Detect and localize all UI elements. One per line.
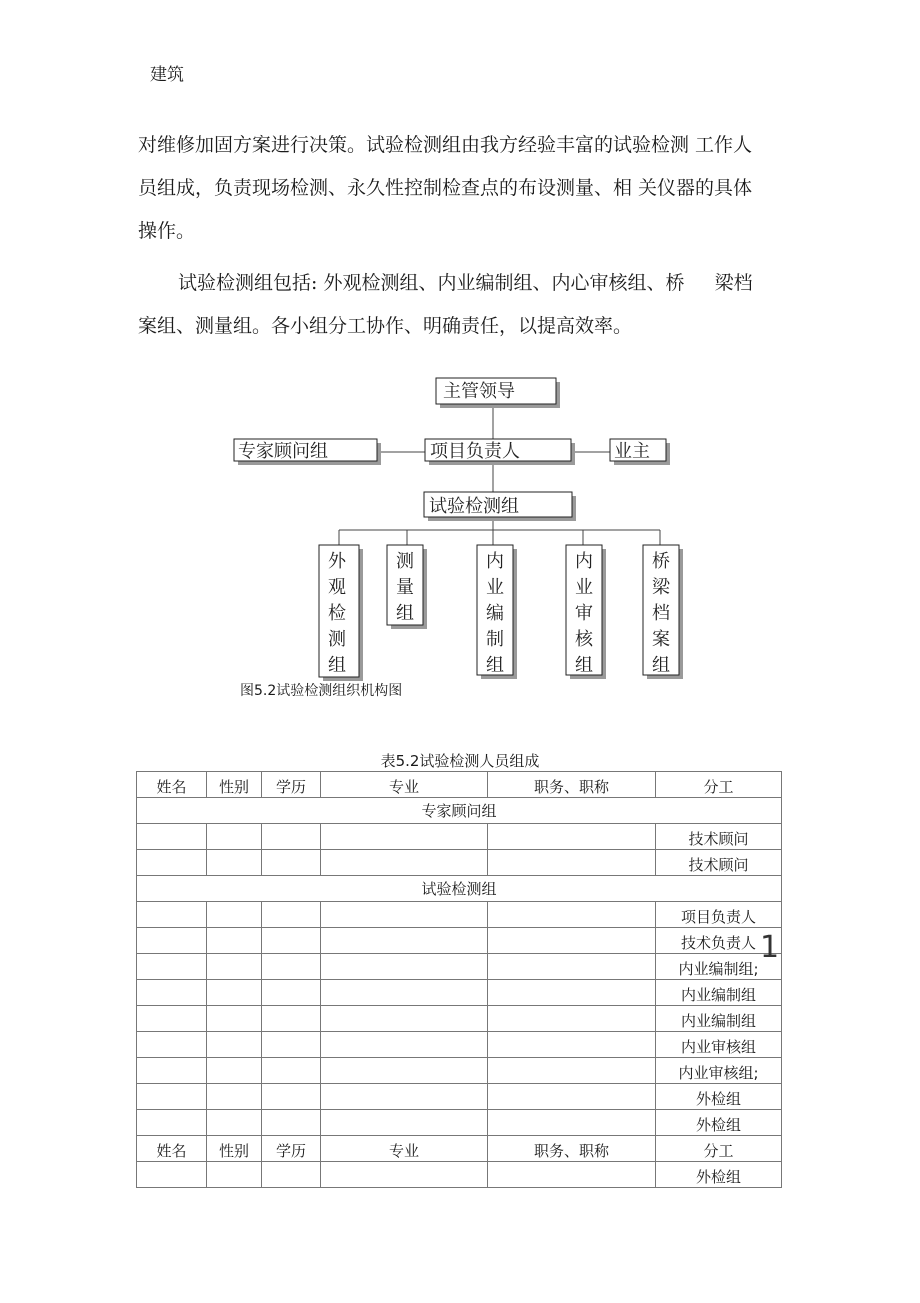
table-row: [137, 1058, 782, 1084]
header-role: 分工: [656, 772, 782, 798]
header-major: 专业: [321, 772, 488, 798]
table-cell: [488, 1084, 656, 1110]
table-cell: 项目负责人: [656, 902, 782, 928]
table-cell: [321, 954, 488, 980]
table-cell: [262, 1058, 321, 1084]
header-education: 学历: [262, 772, 321, 798]
table-cell: [488, 1006, 656, 1032]
table-cell: [137, 1162, 207, 1188]
table-cell: 内业审核组: [656, 1032, 782, 1058]
table-cell: [207, 1110, 262, 1136]
org-group-char: 测: [396, 551, 414, 572]
table-cell: [207, 850, 262, 876]
org-group-char: 案: [652, 629, 670, 650]
table-cell: [488, 1162, 656, 1188]
table-cell: [321, 1006, 488, 1032]
table-cell: [137, 928, 207, 954]
table-caption: 表5.2试验检测人员组成: [380, 752, 540, 770]
org-group-char: 组: [652, 655, 670, 676]
page-number: 1: [760, 930, 780, 965]
org-group-char: 业: [575, 577, 593, 598]
org-group-char: 量: [396, 577, 414, 598]
table-cell: [488, 980, 656, 1006]
figure-caption: 图5.2试验检测组织机构图: [240, 683, 403, 699]
table-row: [137, 954, 782, 980]
org-group-char: 档: [652, 603, 670, 624]
table-row: [137, 1162, 782, 1188]
table-row: [137, 1032, 782, 1058]
table-cell: [488, 902, 656, 928]
table-cell: 内业编制组: [656, 1006, 782, 1032]
table-cell: [207, 1162, 262, 1188]
table-row: [137, 850, 782, 876]
table-cell: [137, 980, 207, 1006]
table-row: [137, 824, 782, 850]
table-cell: [207, 980, 262, 1006]
org-group-box: [643, 545, 683, 679]
table-cell: 技术顾问: [656, 824, 782, 850]
org-group-char: 核: [575, 629, 593, 650]
org-group-char: 观: [328, 577, 346, 598]
table-cell: 技术顾问: [656, 850, 782, 876]
table-group-row: [137, 876, 782, 902]
table-cell: [262, 954, 321, 980]
org-box-label: 试验检测组: [429, 496, 519, 517]
org-group-char: 桥: [652, 551, 670, 572]
org-group-box: [566, 545, 606, 679]
table-cell: [207, 928, 262, 954]
group-label: 试验检测组: [137, 876, 782, 902]
org-group-box: [477, 545, 517, 679]
table-cell: [488, 824, 656, 850]
table-cell: [262, 850, 321, 876]
org-group-char: 组: [575, 655, 593, 676]
table-cell: [137, 954, 207, 980]
table-cell: 技术负责人: [656, 928, 782, 954]
header-title: 职务、职称: [488, 1136, 656, 1162]
table-row: [137, 928, 782, 954]
org-group-char: 审: [575, 603, 593, 624]
table-cell: [262, 1110, 321, 1136]
header-role: 分工: [656, 1136, 782, 1162]
table-cell: [321, 902, 488, 928]
org-group-char: 测: [328, 629, 346, 650]
table-cell: [207, 1006, 262, 1032]
table-cell: [488, 1110, 656, 1136]
org-group-char: 组: [486, 655, 504, 676]
table-cell: [137, 902, 207, 928]
table-cell: [207, 824, 262, 850]
org-group-box: [319, 545, 363, 681]
table-cell: [321, 824, 488, 850]
table-header-row: [137, 772, 782, 798]
org-box-top: [436, 378, 560, 408]
org-group-char: 业: [486, 577, 504, 598]
paragraph-line: 案组、测量组。各小组分工协作、明确责任，以提高效率。: [138, 315, 633, 337]
table-row: [137, 1006, 782, 1032]
table-cell: [207, 902, 262, 928]
table-cell: 内业审核组;: [656, 1058, 782, 1084]
paragraph-line: 员组成，负责现场检测、永久性控制检查点的布设测量、相 关仪器的具体: [138, 177, 753, 199]
table-row: [137, 1084, 782, 1110]
table-cell: [207, 1084, 262, 1110]
table-cell: 外检组: [656, 1084, 782, 1110]
header-education: 学历: [262, 1136, 321, 1162]
table-cell: [137, 1032, 207, 1058]
table-cell: [262, 928, 321, 954]
header-gender: 性别: [207, 1136, 262, 1162]
org-group-char: 外: [328, 551, 346, 572]
paragraph-line: 操作。: [138, 220, 196, 242]
org-box-label: 主管领导: [443, 381, 515, 402]
table-cell: 外检组: [656, 1162, 782, 1188]
org-box-center: [425, 439, 575, 465]
table-cell: [262, 980, 321, 1006]
table-cell: [321, 1058, 488, 1084]
header-name: 姓名: [137, 1136, 207, 1162]
header-major: 专业: [321, 1136, 488, 1162]
table-cell: 外检组: [656, 1110, 782, 1136]
table-cell: 内业编制组;: [656, 954, 782, 980]
org-group-char: 检: [328, 603, 346, 624]
table-cell: [321, 1110, 488, 1136]
org-box-label: 专家顾问组: [238, 441, 328, 462]
table-cell: [137, 1006, 207, 1032]
table-cell: [321, 980, 488, 1006]
table-row: [137, 980, 782, 1006]
table-cell: [262, 1006, 321, 1032]
org-box-left: [234, 439, 381, 465]
org-group-char: 编: [486, 603, 504, 624]
table-cell: [321, 928, 488, 954]
table-cell: [137, 1084, 207, 1110]
org-group-box: [387, 545, 427, 629]
table-cell: [321, 1162, 488, 1188]
org-group-char: 组: [396, 603, 414, 624]
table-row: [137, 902, 782, 928]
table-cell: [262, 1162, 321, 1188]
table-cell: [262, 824, 321, 850]
header-title: 职务、职称: [488, 772, 656, 798]
table-cell: 内业编制组: [656, 980, 782, 1006]
org-box-right: [610, 439, 670, 465]
table-cell: [488, 1032, 656, 1058]
table-cell: [488, 850, 656, 876]
table-group-row: [137, 798, 782, 824]
header-name: 姓名: [137, 772, 207, 798]
table-row: [137, 1110, 782, 1136]
table-cell: [207, 954, 262, 980]
org-group-char: 组: [328, 655, 346, 676]
org-box-label: 项目负责人: [430, 441, 520, 462]
staff-table: [136, 771, 782, 1188]
staff-table-body: [137, 772, 782, 1188]
org-box-middle: [424, 492, 576, 521]
group-label: 专家顾问组: [137, 798, 782, 824]
table-header-row: [137, 1136, 782, 1162]
table-cell: [207, 1058, 262, 1084]
table-cell: [137, 824, 207, 850]
table-cell: [262, 902, 321, 928]
org-box-label: 业主: [614, 441, 650, 462]
table-cell: [207, 1032, 262, 1058]
org-group-char: 内: [486, 551, 504, 572]
table-cell: [488, 1058, 656, 1084]
org-group-char: 梁: [652, 577, 670, 598]
table-cell: [321, 1032, 488, 1058]
table-cell: [488, 928, 656, 954]
org-group-char: 制: [486, 629, 504, 650]
table-cell: [262, 1084, 321, 1110]
header-gender: 性别: [207, 772, 262, 798]
table-cell: [137, 850, 207, 876]
table-cell: [321, 850, 488, 876]
table-cell: [262, 1032, 321, 1058]
org-group-char: 内: [575, 551, 593, 572]
paragraph-line: 对维修加固方案进行决策。试验检测组由我方经验丰富的试验检测 工作人: [138, 134, 753, 156]
header-title: 建筑: [150, 65, 184, 85]
table-cell: [137, 1110, 207, 1136]
table-cell: [137, 1058, 207, 1084]
table-cell: [488, 954, 656, 980]
paragraph-line: 试验检测组包括: 外观检测组、内业编制组、内心审核组、桥 梁档: [178, 272, 753, 294]
table-cell: [321, 1084, 488, 1110]
